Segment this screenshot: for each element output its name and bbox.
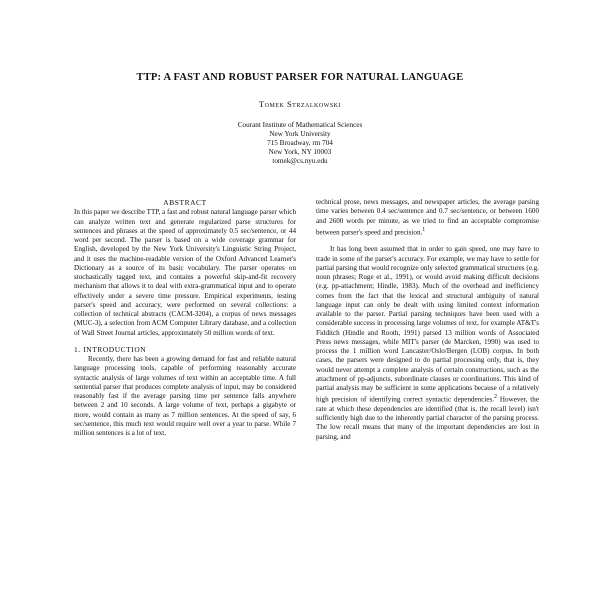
footnote-marker: 2	[494, 394, 497, 401]
introduction-text: Recently, there has been a growing demand for fast and reliable natural language processing tools, capable of performing reasonably accurate syntactic analysis of large volumes of text within an acceptable time. A full sentential parser that produces complete analysis of input, may be considered reasonably fast if the average parsing time per sentence falls anywhere between 2 and 10 seconds. A large volume of text, perhaps a gigabyte or more, would contain as many as 7 million sentences. At the speed of say, 6 sec/sentence, this much text would require well over a year to parse. While 7 million sentences is a lot of text,	[74, 355, 296, 437]
paragraph-text: It has long been assumed that in order to gain speed, one may have to trade in some of the parser's accuracy. For example, we may have to settle for partial parsing that would recognize only selected grammatical structures (e.g. noun phrases; Ruge et al., 1991), or would avoid making difficult decisions (e.g. pp-attachment; Hindle, 1983). Much of the overhead and inefficiency comes from the fact that the lexical and structural ambiguity of natural language input can only be dealt with using limited context information available to the parser. Partial parsing techniques have been used with a considerable success in processing large volumes of text, for example AT&T's Fidditch (Hindle and Rooth, 1991) parsed 13 million words of Associated Press news messages, while MIT's parser (de Marcken, 1990) was used to process the 1 million word Lancaster/Oslo/Bergen (LOB) corpus. In both cases, the parsers were designed to do partial processing only, that is, they would never attempt a complete analysis of certain constructions, such as the attachment of pp-adjuncts, subordinate clauses or coordinations. This kind of partial analysis may be sufficient in some applications because of a relatively high precision of identifying correct syntactic dependencies.	[316, 245, 539, 404]
abstract-heading: ABSTRACT	[163, 198, 207, 207]
footnote-marker: 1	[422, 226, 426, 233]
paragraph-text: However, the rate at which these dependencies are identified (that is, the recall level) isn't sufficiently high due to the inherently partial character of the parsing process. The low recall means that many of the important dependencies are lost in parsing, and	[316, 395, 539, 441]
paragraph-continuation	[316, 198, 539, 237]
paragraph	[316, 245, 539, 442]
introduction-heading: 1. INTRODUCTION	[74, 344, 147, 354]
affiliation-line: New York, NY 10003	[268, 148, 332, 156]
affiliation-email: tomek@cs.nyu.edu	[272, 157, 328, 165]
left-column	[74, 198, 296, 438]
affiliation-line: Courant Institute of Mathematical Sciences	[237, 121, 363, 129]
author-name: Tomek Strzalkowski	[258, 99, 342, 109]
paragraph-text: technical prose, news messages, and newspaper articles, the average parsing time varies between 0.4 sec/sentence and 0.7 sec/sentence, or between 1600 and 2600 words per minute, as we tried to find an acceptable compromise between parser's speed and precision.	[316, 198, 539, 237]
affiliation-block	[0, 121, 600, 166]
paper-title: TTP: A FAST AND ROBUST PARSER FOR NATURAL LANGUAGE	[136, 72, 464, 83]
right-column	[316, 198, 539, 442]
affiliation-line: New York University	[269, 130, 331, 138]
affiliation-line: 715 Broadway, rm 704	[267, 139, 333, 147]
abstract-text: In this paper we describe TTP, a fast and robust natural language parser which can analyze written text and generate regularized parse structures for sentences and phrases at the speed of approximately 0.5 sec/sentence, or 44 word per second. The parser is based on a wide coverage grammar for English, developed by the New York University's Linguistic String Project, and it uses the machine-readable version of the Oxford Advanced Learner's Dictionary as a source of its basic vocabulary. The parser operates on stochastically tagged text, and contains a powerful skip-and-fit recovery mechanism that allows it to deal with extra-grammatical input and to operate effectively under a severe time pressure. Empirical experiments, testing parser's speed and accuracy, were performed on several collections: a collection of technical abstracts (CACM-3204), a corpus of news messages (MUC-3), a selection from ACM Computer Library database, and a collection of Wall Street Journal articles, approximately 50 million words of text.	[74, 208, 296, 337]
